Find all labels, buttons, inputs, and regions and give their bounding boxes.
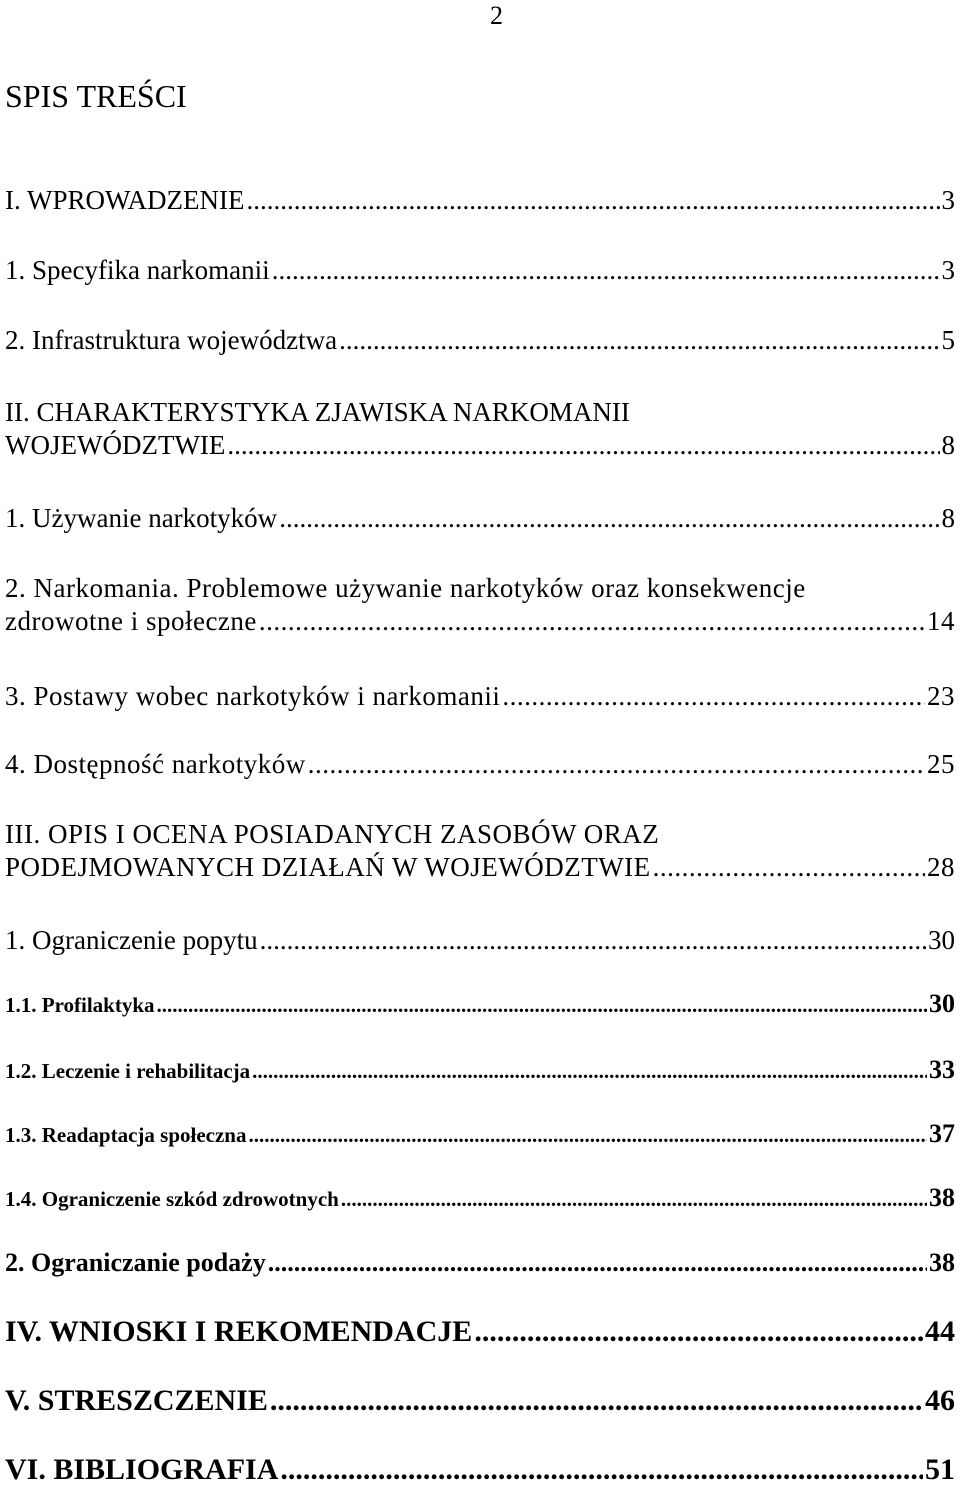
toc-leader [279,502,939,535]
toc-entry-text-line1: 2. Narkomania. Problemowe używanie narkotyków oraz konsekwencje [5,573,806,603]
toc-entry-bibliografia [5,1452,955,1488]
toc-entry-page: 37 [929,1119,955,1148]
toc-entry-page: 3 [941,255,955,285]
toc-leader [259,605,925,638]
page-number: 2 [490,1,503,30]
toc-entry-narkomania [5,572,955,638]
toc-leader [308,748,925,781]
toc-leader [270,1383,923,1419]
toc-entry-profilaktyka [5,990,955,1019]
toc-entry-text: 3. Postawy wobec narkotyków i narkomanii [5,681,501,711]
toc-entry-page: 3 [941,185,955,215]
toc-entry-text: 1. Ograniczenie popytu [5,925,258,955]
toc-leader [252,1057,927,1085]
toc-entry-page: 30 [929,989,955,1018]
toc-entry-streszczenie [5,1383,955,1419]
toc-entry-text: 2. Infrastruktura województwa [5,325,338,355]
toc-entry-page: 23 [927,681,955,711]
toc-entry-szkody [5,1184,955,1213]
toc-entry-opis [5,818,955,884]
toc-entry-text: VI. BIBLIOGRAFIA [5,1453,279,1486]
toc-title: SPIS TREŚCI [5,78,187,114]
toc-entry-charakterystyka [5,396,955,462]
toc-entry-text: V. STRESZCZENIE [5,1384,268,1417]
toc-entry-ograniczenie-popytu [5,924,955,957]
toc-entry-readaptacja [5,1120,955,1149]
toc-entry-postawy [5,680,955,713]
toc-entry-text: 2. Ograniczanie podaży [5,1248,266,1277]
toc-leader [157,991,927,1019]
toc-leader [280,1452,923,1488]
toc-entry-page: 33 [929,1055,955,1084]
toc-entry-page: 8 [941,503,955,533]
toc-entry-text: 1.3. Readaptacja społeczna [5,1123,247,1147]
toc-entry-page: 30 [928,925,955,955]
toc-leader [474,1314,923,1350]
toc-entry-podaz [5,1247,955,1279]
toc-entry-page: 8 [941,430,955,460]
toc-entry-text: zdrowotne i społeczne [5,606,257,636]
toc-entry-page: 51 [925,1453,955,1486]
toc-leader [227,429,939,462]
toc-entry-text: 1. Używanie narkotyków [5,503,278,533]
toc-entry-uzywanie [5,502,955,535]
toc-entry-page: 44 [925,1315,955,1348]
toc-entry-leczenie [5,1056,955,1085]
toc-entry-wprowadzenie [5,184,955,217]
toc-entry-page: 38 [929,1248,955,1277]
toc-leader [339,324,939,357]
toc-leader [268,1247,927,1279]
toc-entry-text: 1.4. Ograniczenie szkód zdrowotnych [5,1187,339,1211]
toc-entry-page: 46 [925,1384,955,1417]
toc-entry-page: 5 [941,325,955,355]
toc-entry-wnioski [5,1314,955,1350]
toc-entry-page: 28 [927,852,955,882]
toc-entry-text-line1: III. OPIS I OCENA POSIADANYCH ZASOBÓW ORAZ [5,819,660,849]
toc-entry-infrastruktura [5,324,955,357]
toc-leader [248,1121,927,1149]
toc-entry-text-line1: II. CHARAKTERYSTYKA ZJAWISKA NARKOMANII [5,397,630,427]
toc-entry-text: 1.1. Profilaktyka [5,993,155,1017]
toc-entry-text: 1. Specyfika narkomanii [5,255,270,285]
toc-entry-text: WOJEWÓDZTWIE [5,430,226,460]
toc-entry-specyfika [5,254,955,287]
toc-entry-text: 4. Dostępność narkotyków [5,749,306,779]
toc-leader [502,680,925,713]
toc-leader [260,924,926,957]
toc-entry-page: 25 [927,749,955,779]
toc-entry-text: PODEJMOWANYCH DZIAŁAŃ W WOJEWÓDZTWIE [5,852,651,882]
toc-entry-page: 38 [929,1183,955,1212]
toc-entry-text: IV. WNIOSKI I REKOMENDACJE [5,1315,473,1348]
toc-entry-text: I. WPROWADZENIE [5,185,245,215]
toc-leader [653,851,925,884]
toc-entry-page: 14 [927,606,955,636]
toc-entry-dostepnosc [5,748,955,781]
toc-leader [341,1185,927,1213]
toc-leader [272,254,940,287]
toc-leader [246,184,939,217]
toc-entry-text: 1.2. Leczenie i rehabilitacja [5,1059,251,1083]
